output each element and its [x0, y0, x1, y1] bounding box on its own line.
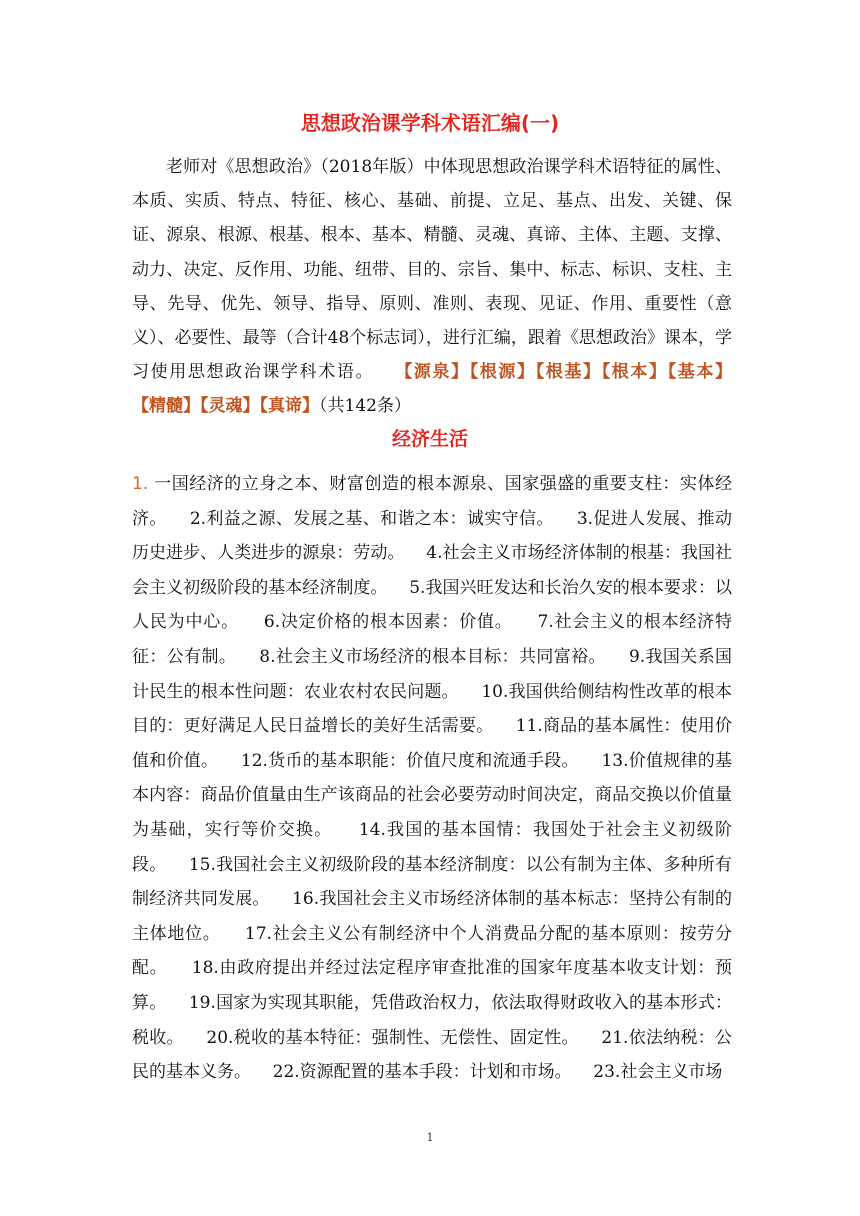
list-item: 18.由政府提出并经过法定程序审查批准的国家年度基本收支计划：预算。: [132, 958, 732, 1013]
item-count: （共142条）: [319, 396, 411, 417]
item-number-1: 1.: [132, 474, 149, 494]
keyword-genji: 【根基】: [535, 362, 602, 383]
keyword-jingsui: 【精髓】: [132, 396, 200, 417]
list-item: 一国经济的立身之本、财富创造的根本源泉、国家强盛的重要支柱：实体经济。: [132, 474, 733, 529]
list-item: 7.社会主义的根本经济特征：公有制。: [132, 612, 732, 667]
list-item: 23.社会主义市场: [593, 1062, 723, 1083]
list-item: 2.利益之源、发展之基、和谐之本：诚实守信。: [189, 508, 554, 529]
list-item: 6.决定价格的根本因素：价值。: [263, 612, 513, 633]
list-item: 15.我国社会主义初级阶段的基本经济制度：以公有制为主体、多种所有制经济共同发展。: [132, 854, 733, 910]
list-item: 14.我国的基本国情：我国处于社会主义初级阶段。: [132, 819, 732, 875]
keyword-jiben: 【基本】: [667, 362, 733, 383]
term-list: [132, 467, 732, 1090]
keyword-genyuan: 【根源】: [469, 362, 536, 383]
list-item: 22.资源配置的基本手段：计划和市场。: [272, 1062, 572, 1083]
list-item: 11.商品的基本属性：使用价值和价值。: [132, 716, 732, 771]
list-item: 8.社会主义市场经济的根本目标：共同富裕。: [259, 646, 606, 667]
intro-text: 老师对《思想政治》（2018年版）中体现思想政治课学科术语特征的属性、本质、实质、特点、特征、核心、基础、前提、立足、基点、出发、关键、保证、源泉、根源、根基、根本、基本、精髓、灵魂、真谛、主体、主题、支撑、动力、决定、反作用、功能、纽带、目的、宗旨、集中、标志、标识、支柱、主导、先导、优先、领导、指导、原则、准则、表现、见证、作用、重要性（意义）、必要性、最等（合计48个标志词），进行汇编，跟着《思想政治》课本，学习使用思想政治课学科术语。: [132, 157, 732, 383]
section-title: 经济生活: [391, 428, 468, 450]
list-item: 9.我国关系国计民生的根本性问题：农业农村农民问题。: [132, 646, 732, 702]
list-item: 12.货币的基本职能：价值尺度和流通手段。: [240, 750, 579, 771]
list-item: 10.我国供给侧结构性改革的根本目的：更好满足人民日益增长的美好生活需要。: [132, 681, 732, 737]
list-item: 16.我国社会主义市场经济体制的基本标志：坚持公有制的主体地位。: [132, 889, 732, 944]
keyword-yuanquan: 【源泉】: [395, 362, 470, 383]
list-item: 20.税收的基本特征：强制性、无偿性、固定性。: [206, 1027, 579, 1048]
keyword-linghun: 【灵魂】: [200, 396, 260, 417]
list-item: 3.促进人发展、推动历史进步、人类进步的源泉：劳动。: [132, 508, 732, 564]
list-item: 13.价值规律的基本内容：商品价值量由生产该商品的社会必要劳动时间决定，商品交换以价值量为基础，实行等价交换。: [132, 750, 732, 840]
page-number: 1: [426, 1131, 434, 1144]
document-title: 思想政治课学科术语汇编(一): [300, 111, 560, 135]
list-item: 21.依法纳税：公民的基本义务。: [132, 1027, 732, 1083]
keyword-zhendi: 【真谛】: [259, 396, 319, 417]
intro-paragraph: [132, 150, 732, 424]
list-item: 19.国家为实现其职能，凭借政治权力，依法取得财政收入的基本形式：税收。: [132, 992, 733, 1048]
keyword-genben: 【根本】: [601, 362, 668, 383]
list-item: 4.社会主义市场经济体制的根基：我国社会主义初级阶段的基本经济制度。: [132, 543, 732, 598]
list-item: 17.社会主义公有制经济中个人消费品分配的基本原则：按劳分配。: [132, 923, 732, 979]
list-item: 5.我国兴旺发达和长治久安的根本要求：以人民为中心。: [132, 577, 732, 633]
